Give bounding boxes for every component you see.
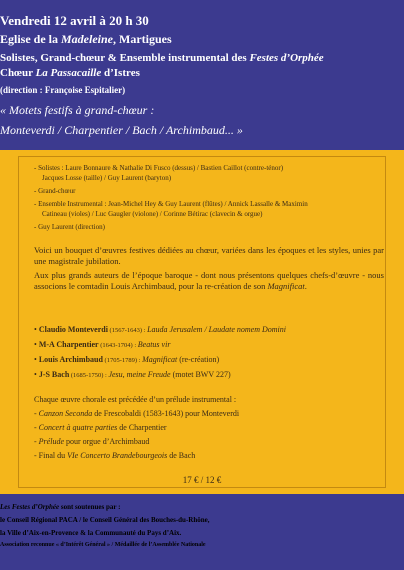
cast-line: - Grand-chœur (34, 187, 76, 195)
program-composers: Monteverdi / Charpentier / Bach / Archimbaud... » (0, 123, 243, 137)
cast-line: Jacques Losse (taille) / Guy Laurent (baryton) (42, 174, 172, 182)
program-title: « Motets festifs à grand-chœur : (0, 103, 155, 117)
intro-paragraph-1: Voici un bouquet d’œuvres festives dédiées au chœur, variées dans les époques et les styles, unies par une magistrale jubilation. (34, 245, 384, 266)
direction-line: (direction : Françoise Espitalier) (0, 85, 126, 95)
venue: Eglise de la Madeleine, Martigues (0, 32, 172, 46)
prelude-item: - Prélude pour orgue d’Archimbaud (34, 437, 150, 446)
cast-line: - Ensemble Instrumental : Jean-Michel Hey & Guy Laurent (flûtes) / Annick Lassalle & Maximin (34, 200, 308, 208)
cast-line: - Solistes : Laure Bonnaure & Nathalie Di Fusco (dessus) / Bastien Caillot (contre-ténor) (34, 164, 284, 172)
cast-line: - Guy Laurent (direction) (34, 223, 105, 231)
work-item: • Claudio Monteverdi (1567-1643) : Lauda Jerusalem / Laudate nomem Domini (34, 325, 286, 334)
performers-line-2: Chœur La Passacaille d’Istres (0, 67, 140, 79)
work-item: • J-S Bach (1685-1750) : Jesu, meine Freude (motet BWV 227) (34, 370, 231, 379)
prelude-intro: Chaque œuvre chorale est précédée d’un prélude instrumental : (34, 395, 237, 404)
sponsor-line: la Ville d’Aix-en-Provence & la Communauté du Pays d’Aix. (0, 529, 182, 537)
prelude-item: - Final du VIe Concerto Brandebourgeois de Bach (34, 451, 196, 460)
sponsor-line: le Conseil Régional PACA / le Conseil Général des Bouches-du-Rhône, (0, 516, 210, 524)
prelude-item: - Canzon Seconda de Frescobaldi (1583-1643) pour Monteverdi (34, 409, 240, 418)
performers-line-1: Solistes, Grand-chœur & Ensemble instrumental des Festes d’Orphée (0, 52, 324, 64)
association-line: Association reconnue « d’Intérêt Général » / Médaillée de l’Assemblée Nationale (0, 542, 206, 548)
prelude-item: - Concert à quatre parties de Charpentier (34, 423, 167, 432)
intro-paragraph-2: Aux plus grands auteurs de l’époque baroque - dont nous présentons quelques chefs-d’œuvre - nous associons le comtadin Louis Archimbaud, pour la re-création de son Magnificat. (34, 270, 384, 291)
cast-line: Catineau (violes) / Luc Gaugler (violone) / Corinne Bétirac (clavecin & orgue) (42, 210, 263, 218)
work-item: • M-A Charpentier (1643-1704) : Beatus vir (34, 340, 171, 349)
sponsor-line: Les Festes d’Orphée sont soutenues par : (0, 503, 121, 511)
work-item: • Louis Archimbaud (1705-1789) : Magnificat (re-création) (34, 355, 220, 364)
ticket-price: 17 € / 12 € (182, 475, 222, 485)
event-date: Vendredi 12 avril à 20 h 30 (0, 13, 149, 28)
